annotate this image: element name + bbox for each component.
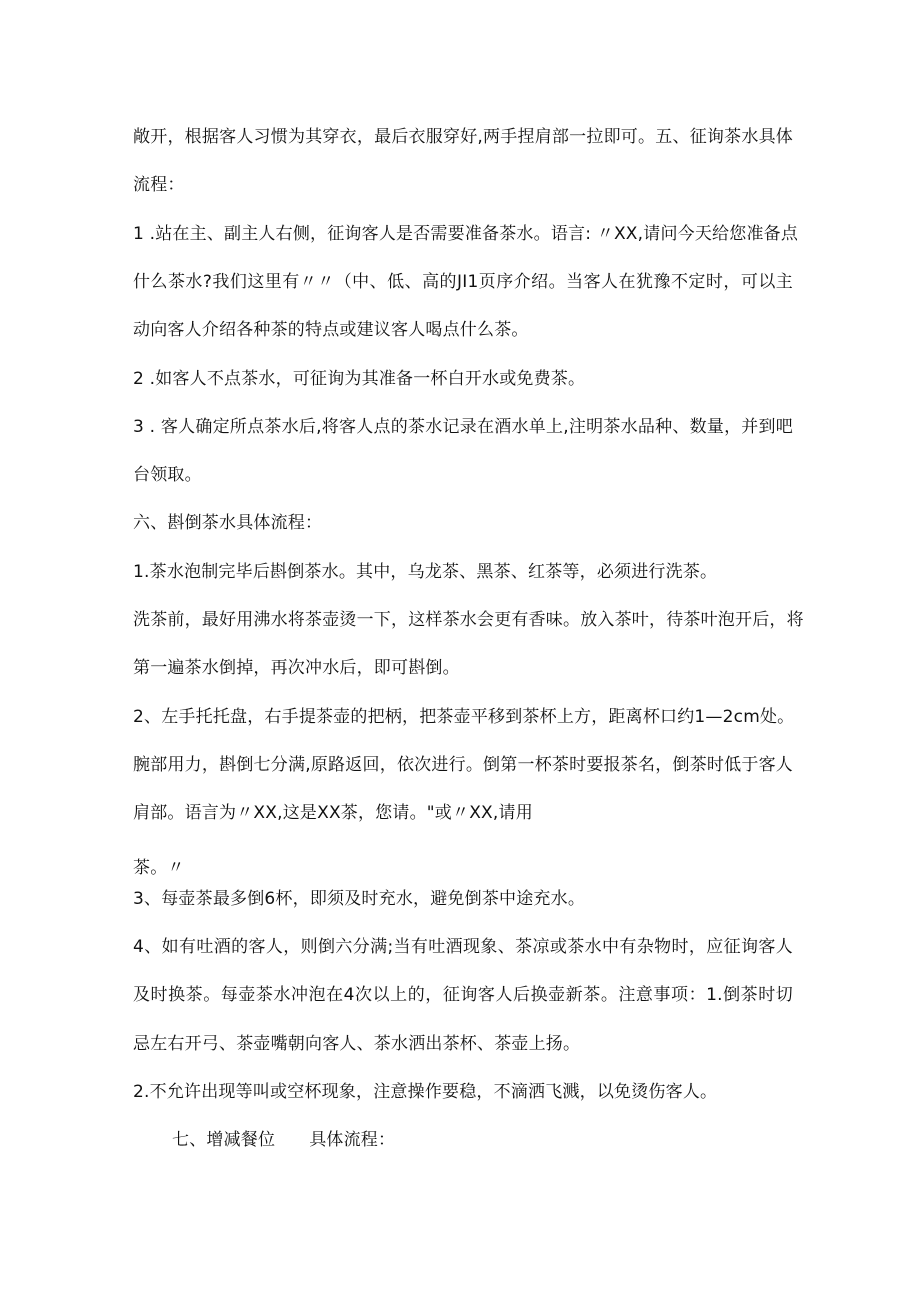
section-heading-six: 六、斟倒茶水具体流程： bbox=[133, 513, 323, 533]
text-line-11: 洗茶前，最好用沸水将茶壶烫一下，这样茶水会更有香味。放入茶叶，待茶叶泡开后，将 bbox=[133, 610, 804, 630]
text-line-4: 什么茶水?我们这里有〃〃（中、低、高的JI1页序介绍。当客人在犹豫不定时，可以主 bbox=[133, 272, 793, 292]
section-heading-seven bbox=[172, 1128, 395, 1152]
text-line-19: 及时换茶。每壶茶水冲泡在4次以上的，征询客人后换壶新茶。注意事项：1.倒茶时切 bbox=[133, 985, 793, 1005]
text-line-2: 流程： bbox=[133, 175, 185, 195]
text-line-12: 第一遍茶水倒掉，再次冲水后，即可斟倒。 bbox=[133, 658, 460, 678]
text-line-8: 台领取。 bbox=[133, 465, 202, 485]
text-line-15: 肩部。语言为〃XX,这是XX茶，您请。"或〃XX,请用 bbox=[133, 803, 533, 823]
text-line-20: 忌左右开弓、茶壶嘴朝向客人、茶水洒出茶杯、茶壶上扬。 bbox=[133, 1034, 581, 1054]
text-line-3: 1 .站在主、副主人右侧，征询客人是否需要准备茶水。语言: 〃XX,请问今天给您准备点 bbox=[133, 224, 799, 244]
text-line-1: 敞开，根据客人习惯为其穿衣，最后衣服穿好,两手捏肩部一拉即可。五、征询茶水具体 bbox=[133, 127, 793, 147]
text-line-21: 2.不允许出现等叫或空杯现象，注意操作要稳，不滴洒飞溅，以免烫伤客人。 bbox=[133, 1082, 718, 1102]
text-line-7: 3 . 客人确定所点茶水后,将客人点的茶水记录在酒水单上,注明茶水品种、数量，并到吧 bbox=[133, 417, 793, 437]
text-line-17: 3、每壶茶最多倒6杯，即须及时充水，避免倒茶中途充水。 bbox=[133, 889, 586, 909]
text-line-14: 腕部用力，斟倒七分满,原路返回，依次进行。倒第一杯茶时要报茶名，倒茶时低于客人 bbox=[133, 755, 793, 775]
text-line-10: 1.茶水泡制完毕后斟倒茶水。其中，乌龙茶、黑茶、红茶等，必须进行洗茶。 bbox=[133, 562, 718, 582]
text-line-18: 4、如有吐酒的客人，则倒六分满;当有吐酒现象、茶凉或茶水中有杂物时，应征询客人 bbox=[133, 937, 793, 957]
text-line-5: 动向客人介绍各种茶的特点或建议客人喝点什么茶。 bbox=[133, 320, 529, 340]
text-line-13: 2、左手托托盘，右手提茶壶的把柄，把茶壶平移到茶杯上方，距离杯口约1—2cm处。 bbox=[133, 707, 795, 727]
text-line-6: 2 .如客人不点茶水，可征询为其准备一杯白开水或免费茶。 bbox=[133, 369, 586, 389]
section-heading-seven-suffix: 具体流程： bbox=[309, 1130, 396, 1150]
section-heading-seven-title: 七、增减餐位 bbox=[172, 1130, 276, 1150]
text-line-16: 茶。〃 bbox=[133, 858, 185, 878]
